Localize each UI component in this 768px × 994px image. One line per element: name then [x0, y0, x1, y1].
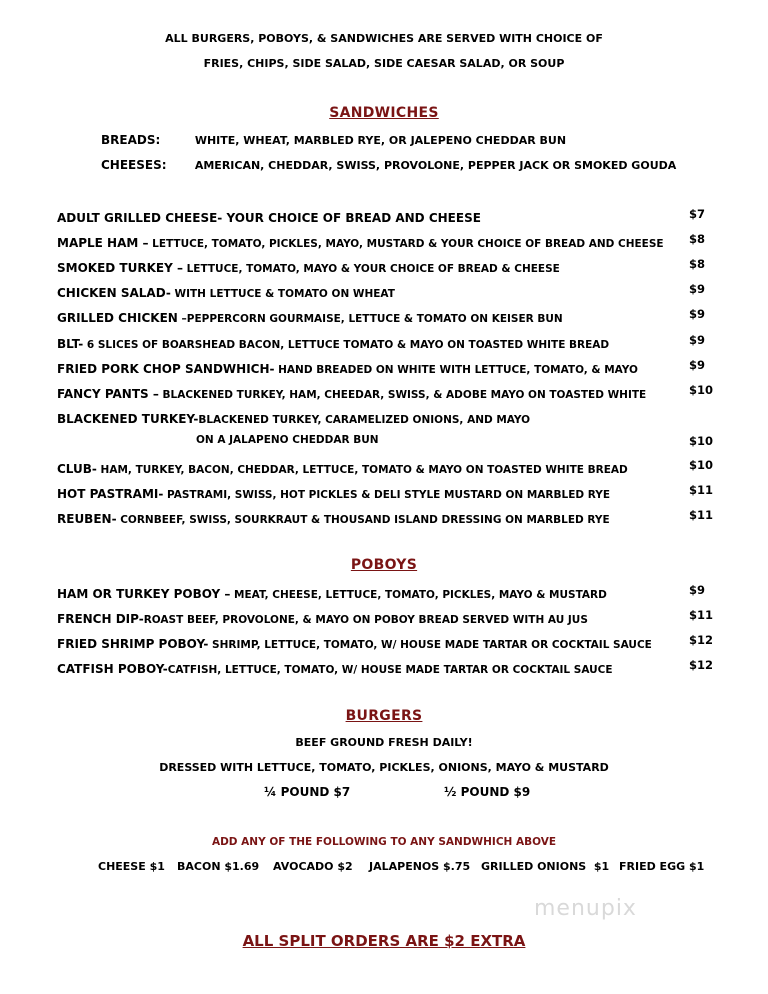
menupix-watermark: menupix [534, 896, 637, 921]
menu-item [57, 333, 717, 349]
menu-item-description: ROAST BEEF, PROVOLONE, & MAYO ON POBOY BREAD SERVED WITH AU JUS [143, 614, 588, 627]
menu-item-name: SMOKED TURKEY – [57, 261, 183, 276]
addon-item: GRILLED ONIONS $1 [481, 860, 610, 873]
menu-item-description: CORNBEEF, SWISS, SOURKRAUT & THOUSAND ISLAND DRESSING ON MARBLED RYE [116, 514, 610, 527]
menu-item-price: $9 [689, 583, 706, 597]
menu-item-description: MEAT, CHEESE, LETTUCE, TOMATO, PICKLES, MAYO & MUSTARD [230, 589, 607, 601]
menu-item-price: $10 [689, 458, 714, 472]
menu-item [57, 408, 717, 424]
menu-item-price: $11 [689, 483, 714, 498]
quarter-pound-price: ¼ POUND $7 [264, 785, 351, 799]
menu-item [57, 458, 717, 474]
breads-value: WHITE, WHEAT, MARBLED RYE, OR JALEPENO CHEDDAR BUN [194, 134, 567, 147]
menu-item-description: LETTUCE, TOMATO, MAYO & YOUR CHOICE OF BREAD & CHEESE [182, 263, 560, 276]
sandwiches-title: SANDWICHES [329, 105, 439, 121]
menu-item-price: $7 [689, 207, 706, 221]
menu-item-name: FANCY PANTS – [57, 386, 159, 401]
menu-item-description: HAND BREADED ON WHITE WITH LETTUCE, TOMATO, & MAYO [274, 363, 638, 376]
menu-item-price: $12 [689, 658, 714, 673]
cheeses-value: AMERICAN, CHEDDAR, SWISS, PROVOLONE, PEPPER JACK OR SMOKED GOUDA [194, 159, 677, 172]
menu-item-description: 6 SLICES OF BOARSHEAD BACON, LETTUCE TOMATO & MAYO ON TOASTED WHITE BREAD [83, 338, 610, 351]
menu-item-name: CATFISH POBOY- [57, 662, 168, 677]
menu-item-price: $9 [689, 357, 706, 372]
menu-item [57, 658, 717, 677]
menu-item-name: HAM OR TURKEY POBOY – [57, 587, 231, 601]
menu-item-price: $11 [689, 508, 714, 523]
menu-item-name: ADULT GRILLED CHEESE- YOUR CHOICE OF BREAD AND CHEESE [57, 211, 481, 225]
addon-item: JALAPENOS $.75 [369, 860, 471, 873]
menu-item-name: GRILLED CHICKEN [57, 311, 178, 326]
menu-item [57, 383, 717, 399]
menu-item-name: FRENCH DIP- [57, 612, 144, 627]
menu-item-name: CHICKEN SALAD- [57, 286, 171, 301]
intro-line-2: FRIES, CHIPS, SIDE SALAD, SIDE CAESAR SALAD, OR SOUP [203, 57, 565, 70]
menu-item [57, 508, 717, 527]
menu-item [57, 282, 717, 301]
menu-item-description: HAM, TURKEY, BACON, CHEDDAR, LETTUCE, TOMATO & MAYO ON TOASTED WHITE BREAD [96, 464, 628, 476]
menu-item-description: BLACKENED TURKEY, HAM, CHEEDAR, SWISS, & ADOBE MAYO ON TOASTED WHITE [158, 388, 647, 401]
addon-item: FRIED EGG $1 [619, 860, 705, 873]
menu-item [57, 358, 717, 374]
addon-item: CHEESE $1 [98, 860, 165, 873]
menu-item-name: REUBEN- [57, 512, 117, 527]
menu-item [57, 633, 717, 652]
menu-item [57, 207, 717, 223]
breads-label: BREADS: [101, 133, 161, 147]
menu-item [57, 483, 717, 502]
addon-item: AVOCADO $2 [273, 860, 353, 873]
intro-line-1: ALL BURGERS, POBOYS, & SANDWICHES ARE SERVED WITH CHOICE OF [165, 32, 603, 45]
menu-item-name: BLT- [57, 336, 84, 351]
menu-item-price: $9 [689, 332, 706, 347]
burgers-line-2: DRESSED WITH LETTUCE, TOMATO, PICKLES, ONIONS, MAYO & MUSTARD [159, 761, 609, 774]
menu-item-name: HOT PASTRAMI- [57, 487, 164, 502]
menu-item-price: $8 [689, 232, 706, 247]
burgers-title: BURGERS [345, 708, 423, 724]
menu-item-price: $9 [689, 307, 706, 322]
half-pound-price: ½ POUND $9 [444, 785, 531, 799]
menu-item-price: $8 [689, 257, 706, 272]
menu-item [57, 608, 717, 627]
menu-item-name: FRIED PORK CHOP SANDWHICH- [57, 361, 275, 376]
menu-item [57, 257, 717, 276]
menu-item [57, 583, 717, 599]
menu-item-description: PASTRAMI, SWISS, HOT PICKLES & DELI STYLE MUSTARD ON MARBLED RYE [163, 489, 611, 502]
menu-item-description: –PEPPERCORN GOURMAISE, LETTUCE & TOMATO ON KEISER BUN [177, 313, 563, 326]
cheeses-label: CHEESES: [101, 158, 167, 172]
menu-item-price: $10 [689, 382, 714, 397]
cheeses-row [101, 158, 676, 172]
menu-item-description: WITH LETTUCE & TOMATO ON WHEAT [170, 288, 395, 301]
menu-item-price: $9 [689, 282, 706, 297]
addons-heading: ADD ANY OF THE FOLLOWING TO ANY SANDWHICH ABOVE [211, 836, 557, 848]
burgers-line-1: BEEF GROUND FRESH DAILY! [295, 736, 473, 749]
menu-item-name: MAPLE HAM – [57, 236, 149, 251]
blackened-turkey-continued: ON A JALAPENO CHEDDAR BUN [196, 434, 379, 446]
menu-item-description: BLACKENED TURKEY, CARAMELIZED ONIONS, AND MAYO [198, 413, 531, 426]
breads-row [101, 133, 566, 147]
menu-item-price: $11 [689, 608, 714, 623]
menu-item-name: BLACKENED TURKEY- [57, 411, 199, 426]
menu-item [57, 232, 717, 251]
menu-item-description: SHRIMP, LETTUCE, TOMATO, W/ HOUSE MADE TARTAR OR COCKTAIL SAUCE [208, 639, 652, 652]
menu-item [57, 307, 717, 326]
menu-item-price: $12 [689, 633, 714, 648]
split-orders-note: ALL SPLIT ORDERS ARE $2 EXTRA [242, 932, 526, 950]
menu-item-name: FRIED SHRIMP POBOY- [57, 637, 209, 652]
blackened-turkey-price: $10 [689, 434, 714, 448]
menu-item-description: CATFISH, LETTUCE, TOMATO, W/ HOUSE MADE TARTAR OR COCKTAIL SAUCE [167, 664, 613, 677]
menu-item-name: CLUB- [57, 462, 97, 476]
addon-item: BACON $1.69 [177, 860, 260, 873]
menu-item-description: LETTUCE, TOMATO, PICKLES, MAYO, MUSTARD & YOUR CHOICE OF BREAD AND CHEESE [148, 238, 664, 251]
poboys-title: POBOYS [350, 557, 418, 573]
